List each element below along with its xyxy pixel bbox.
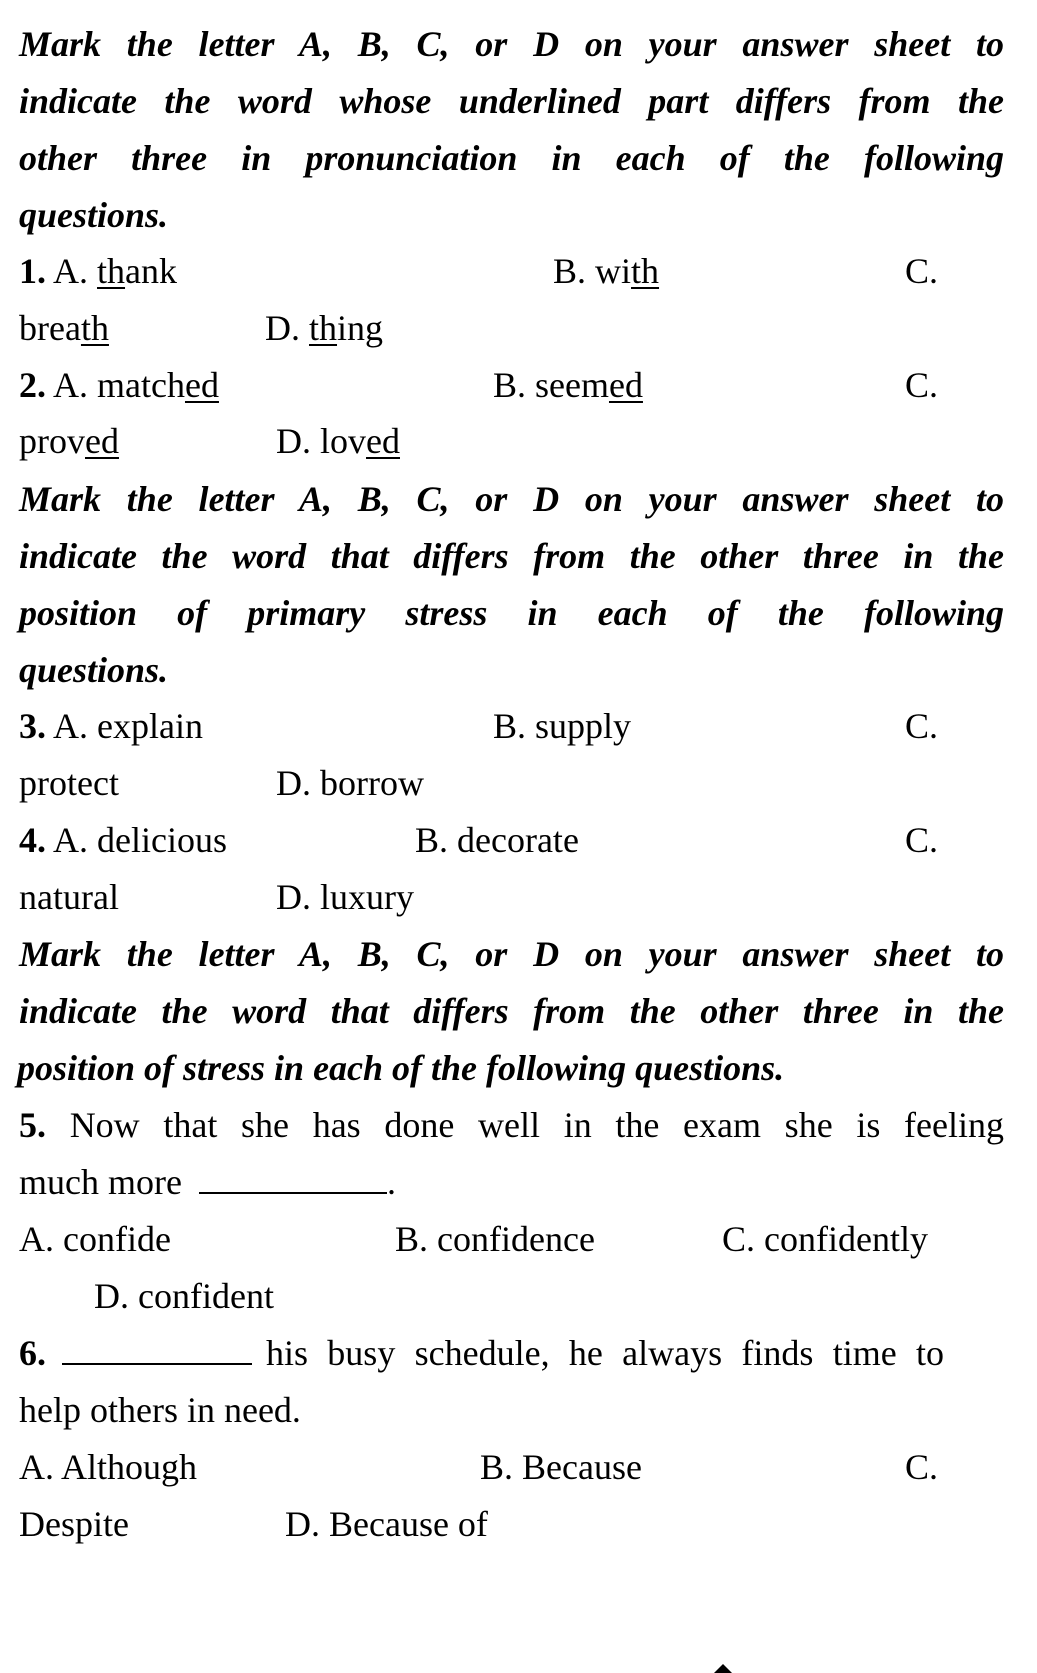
q3-option-a[interactable]: 3. A. explain [19, 706, 203, 746]
q4-option-d[interactable]: D. luxury [276, 877, 414, 917]
section1-instruction-line-4: questions. [19, 195, 169, 235]
q1-number: 1. [19, 251, 46, 291]
cursor-caret-icon [714, 1664, 732, 1673]
q3-option-c-word[interactable]: protect [19, 763, 119, 803]
q6-option-c-word[interactable]: Despite [19, 1504, 129, 1544]
q2-number: 2. [19, 365, 46, 405]
q4-option-c-label[interactable]: C. [905, 820, 939, 860]
q5-stem-line-1: 5. Now that she has done well in the exam she is feeling [19, 1105, 1004, 1145]
q3-option-d[interactable]: D. borrow [276, 763, 424, 803]
q6-number: 6. [19, 1333, 46, 1373]
q3-option-b[interactable]: B. supply [493, 706, 632, 746]
q2-option-c-word[interactable]: proved [19, 421, 119, 461]
q5-option-a[interactable]: A. confide [19, 1219, 171, 1259]
section2-instruction-line-1: Mark the letter A, B, C, or D on your answer sheet to [19, 479, 1004, 519]
section1-instruction-line-2: indicate the word whose underlined part differs from the [19, 81, 1004, 121]
q4-option-a[interactable]: 4. A. delicious [19, 820, 227, 860]
section2-instruction-line-3: position of primary stress in each of the following [19, 593, 1004, 633]
q4-option-b[interactable]: B. decorate [415, 820, 579, 860]
q2-option-a[interactable]: 2. A. matched [19, 365, 219, 405]
q1-option-b[interactable]: B. with [553, 251, 660, 291]
section3-instruction-line-3: position of stress in each of the following questions. [17, 1048, 785, 1088]
q5-option-c[interactable]: C. confidently [722, 1219, 928, 1259]
q5-stem-line-2: much more . [19, 1162, 396, 1202]
q1-option-c-word[interactable]: breath [19, 308, 109, 348]
q6-stem-line-2: help others in need. [19, 1390, 301, 1430]
section3-instruction-line-2: indicate the word that differs from the other three in the [19, 991, 1004, 1031]
section1-instruction-line-3: other three in pronunciation in each of the following [19, 138, 1004, 178]
q6-option-c-label[interactable]: C. [905, 1447, 939, 1487]
q3-option-c-label[interactable]: C. [905, 706, 939, 746]
section1-instruction-line-1: Mark the letter A, B, C, or D on your answer sheet to [19, 24, 1004, 64]
q5-option-d[interactable]: D. confident [94, 1276, 274, 1316]
q1-option-a[interactable]: 1. A. thank [19, 251, 178, 291]
q5-answer-blank[interactable] [199, 1162, 387, 1194]
q2-option-d[interactable]: D. loved [276, 421, 400, 461]
q2-option-b[interactable]: B. seemed [493, 365, 643, 405]
q3-number: 3. [19, 706, 46, 746]
q2-option-c-label[interactable]: C. [905, 365, 939, 405]
section2-instruction-line-4: questions. [19, 650, 169, 690]
q6-option-b[interactable]: B. Because [480, 1447, 642, 1487]
q4-number: 4. [19, 820, 46, 860]
q4-option-c-word[interactable]: natural [19, 877, 119, 917]
q6-stem-line-1: his busy schedule, he always finds time to [266, 1333, 944, 1373]
q5-option-b[interactable]: B. confidence [395, 1219, 595, 1259]
section3-instruction-line-1: Mark the letter A, B, C, or D on your answer sheet to [19, 934, 1004, 974]
q5-number: 5. [19, 1105, 46, 1145]
q6-option-a[interactable]: A. Although [19, 1447, 198, 1487]
q1-option-c-label[interactable]: C. [905, 251, 939, 291]
q6-answer-blank-wrap[interactable] [62, 1333, 252, 1373]
q1-option-d[interactable]: D. thing [265, 308, 384, 348]
q6-answer-blank[interactable] [62, 1333, 252, 1365]
q6-option-d[interactable]: D. Because of [285, 1504, 488, 1544]
section2-instruction-line-2: indicate the word that differs from the other three in the [19, 536, 1004, 576]
